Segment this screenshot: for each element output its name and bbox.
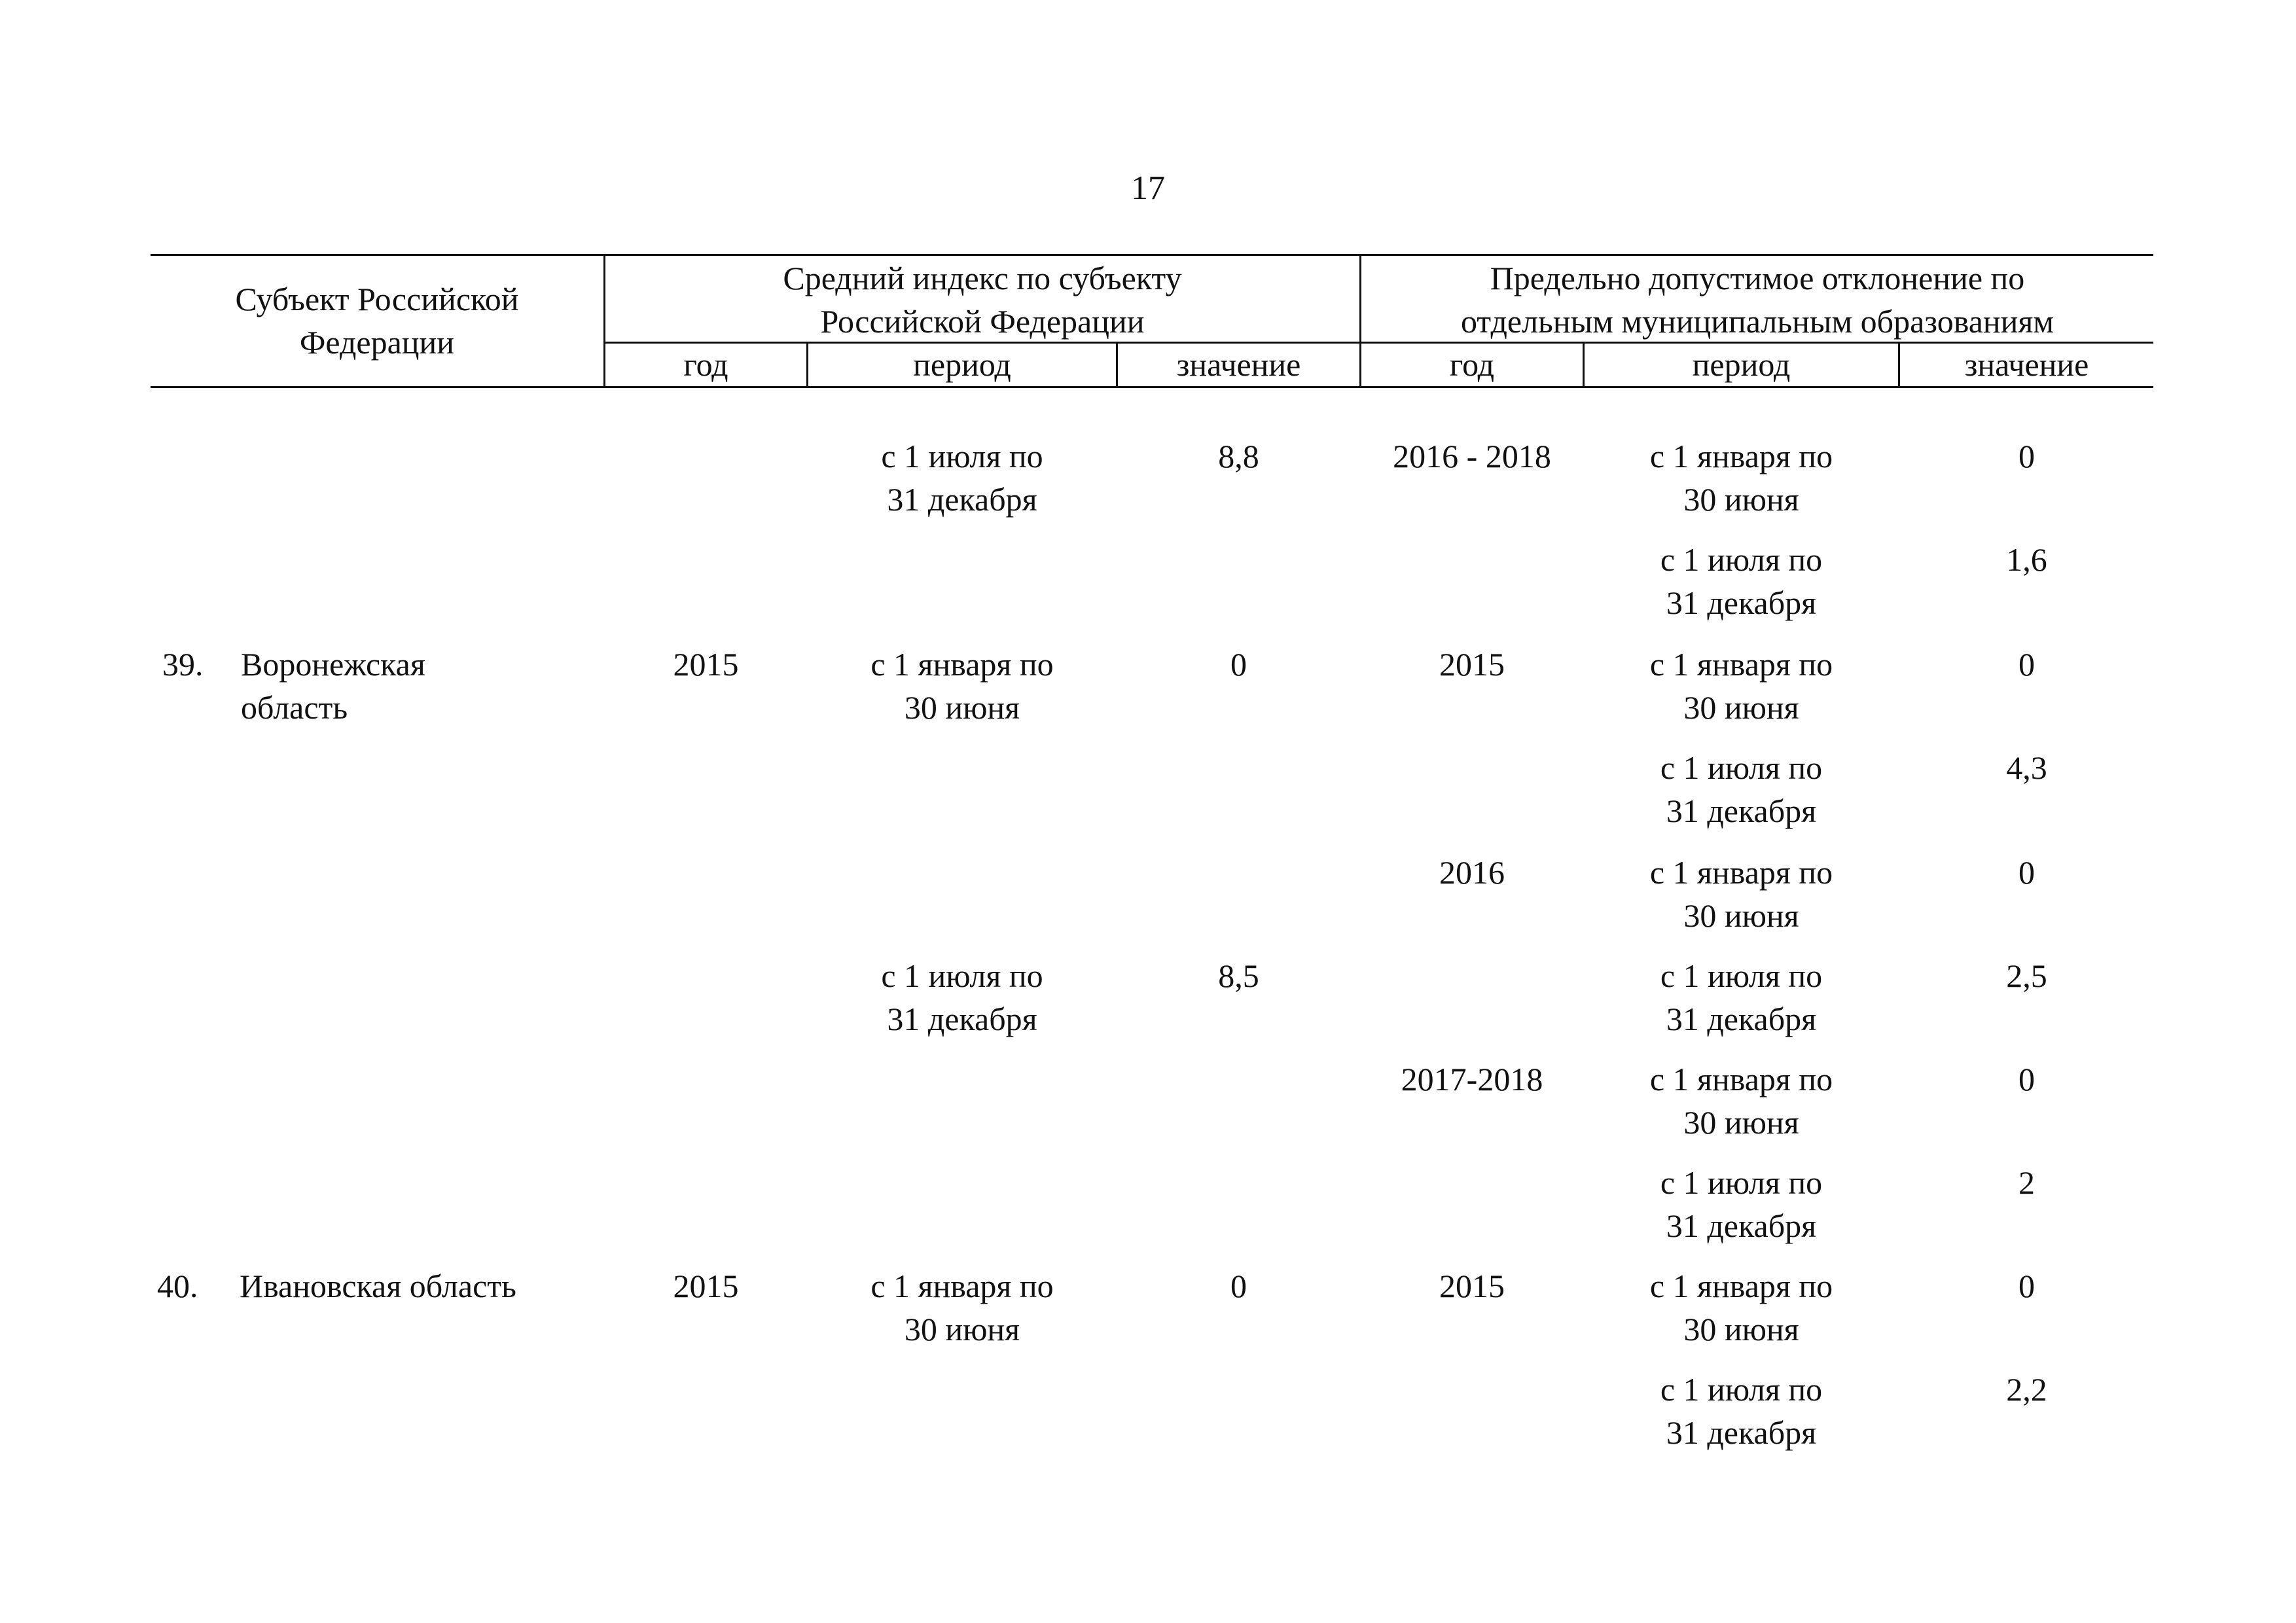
dev-period-cell: с 1 июля по 31 декабря xyxy=(1660,1164,1823,1244)
dev-year-cell: 2015 xyxy=(1439,1268,1505,1304)
header-max-deviation: Предельно допустимое отклонение по отдельным муниципальным образованиям xyxy=(1460,260,2054,340)
table-top-rule xyxy=(151,254,2153,256)
dev-value-cell: 0 xyxy=(2018,438,2035,474)
avg-year-cell: 2015 xyxy=(673,646,739,683)
avg-value-cell: 8,5 xyxy=(1218,957,1259,994)
dev-value-cell: 1,6 xyxy=(2006,541,2047,578)
subject-name: Воронежская область xyxy=(241,646,425,726)
dev-year-cell: 2016 - 2018 xyxy=(1393,438,1551,474)
header-dev-year: год xyxy=(1449,346,1495,383)
header-avg-year: год xyxy=(683,346,728,383)
avg-year-cell: 2015 xyxy=(673,1268,739,1304)
header-subject: Субъект Российской Федерации xyxy=(235,281,519,361)
dev-value-cell: 0 xyxy=(2018,1268,2035,1304)
avg-value-cell: 0 xyxy=(1230,646,1247,683)
avg-period-cell: с 1 января по 30 июня xyxy=(870,646,1054,726)
dev-value-cell: 2,2 xyxy=(2006,1371,2047,1408)
avg-period-cell: с 1 января по 30 июня xyxy=(870,1268,1054,1347)
dev-value-cell: 0 xyxy=(2018,1061,2035,1097)
avg-value-cell: 8,8 xyxy=(1218,438,1259,474)
dev-year-cell: 2015 xyxy=(1439,646,1505,683)
dev-value-cell: 2,5 xyxy=(2006,957,2047,994)
page-number: 17 xyxy=(1131,169,1165,207)
avg-period-cell: с 1 июля по 31 декабря xyxy=(881,957,1043,1037)
dev-period-cell: с 1 июля по 31 декабря xyxy=(1660,749,1823,829)
dev-year-cell: 2016 xyxy=(1439,854,1505,891)
dev-value-cell: 0 xyxy=(2018,854,2035,891)
dev-period-cell: с 1 января по 30 июня xyxy=(1649,1268,1833,1347)
avg-value-cell: 0 xyxy=(1230,1268,1247,1304)
dev-value-cell: 2 xyxy=(2018,1164,2035,1201)
header-avg-value: значение xyxy=(1176,346,1301,383)
subject-name: Ивановская область xyxy=(240,1268,516,1304)
dev-year-cell: 2017-2018 xyxy=(1401,1061,1543,1097)
row-number: 39. xyxy=(162,646,204,683)
avg-period-cell: с 1 июля по 31 декабря xyxy=(881,438,1043,518)
row-number: 40. xyxy=(157,1268,198,1304)
header-bottom-rule xyxy=(151,386,2153,388)
dev-period-cell: с 1 января по 30 июня xyxy=(1649,854,1833,934)
header-dev-period: период xyxy=(1692,346,1791,383)
header-avg-period: период xyxy=(913,346,1011,383)
dev-value-cell: 4,3 xyxy=(2006,749,2047,786)
header-dev-value: значение xyxy=(1964,346,2089,383)
header-avg-index: Средний индекс по субъекту Российской Федерации xyxy=(783,260,1182,340)
dev-period-cell: с 1 июля по 31 декабря xyxy=(1660,1371,1823,1451)
dev-period-cell: с 1 января по 30 июня xyxy=(1649,1061,1833,1141)
dev-period-cell: с 1 июля по 31 декабря xyxy=(1660,957,1823,1037)
dev-period-cell: с 1 июля по 31 декабря xyxy=(1660,541,1823,621)
dev-value-cell: 0 xyxy=(2018,646,2035,683)
dev-period-cell: с 1 января по 30 июня xyxy=(1649,438,1833,518)
dev-period-cell: с 1 января по 30 июня xyxy=(1649,646,1833,726)
